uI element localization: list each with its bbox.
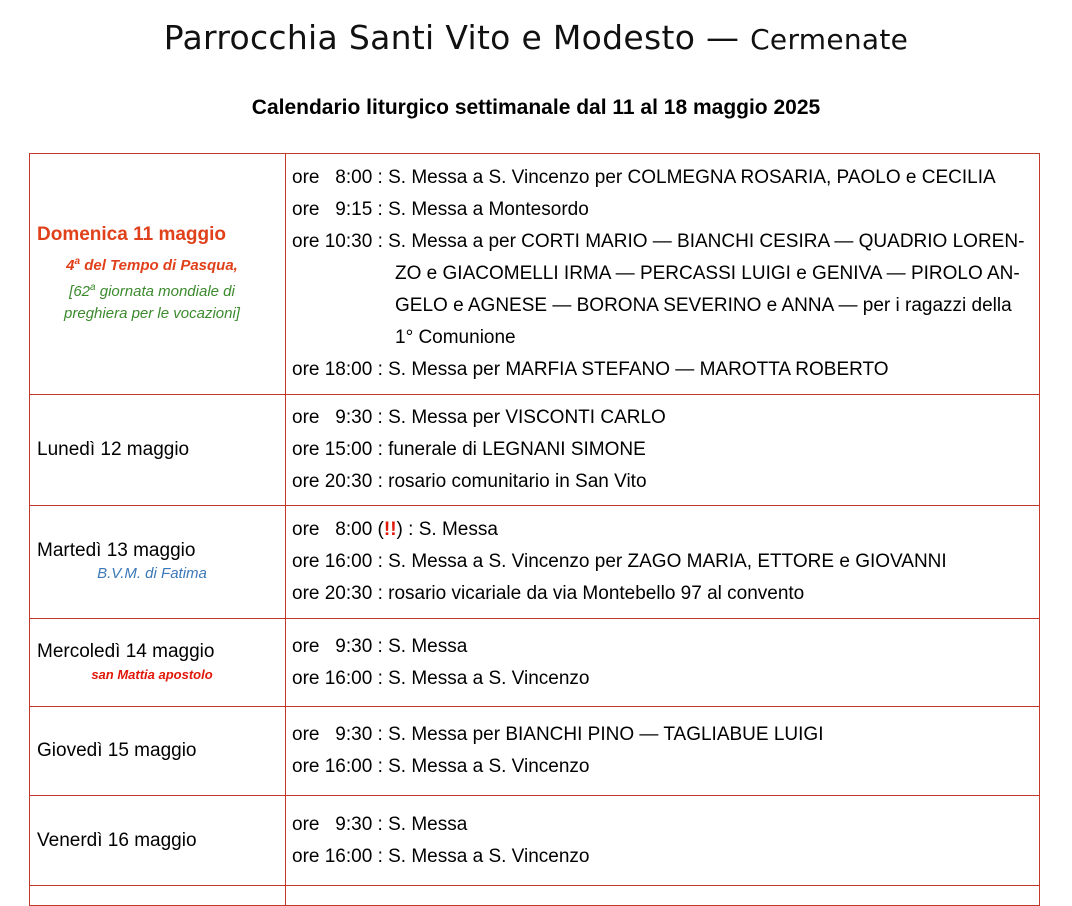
events-cell (286, 707, 1040, 796)
event-text: S. Messa a S. Vincenzo per ZAGO MARIA, ETTORE e GIOVANNI (388, 551, 947, 572)
town-name: Cermenate (750, 23, 909, 56)
event-text: S. Messa (388, 813, 468, 835)
event-time: ore 16:00 : (292, 756, 389, 777)
calendar-subtitle: Calendario liturgico settimanale dal 11 al 18 maggio 2025 (251, 96, 821, 119)
event-line (292, 663, 1033, 695)
liturgical-note: B.V.M. di Fatima (97, 565, 207, 582)
liturgical-note (37, 251, 267, 277)
day-cell (30, 154, 286, 395)
day-name: Domenica 11 maggio (37, 224, 227, 245)
note-text: 4 (66, 257, 75, 274)
page-title (0, 18, 1072, 57)
note-sup: a (90, 282, 96, 293)
event-line (292, 434, 1033, 466)
event-line (292, 466, 1033, 498)
day-row-friday (30, 796, 1040, 886)
event-time: ore 9:30 : (292, 635, 389, 657)
event-time: ore 10:30 : (292, 231, 389, 252)
day-cell (30, 619, 286, 707)
event-line (292, 631, 1033, 663)
note-sup: a (74, 256, 81, 267)
day-row-thursday (30, 707, 1040, 796)
event-time: ore 9:15 : (292, 199, 389, 220)
day-cell (30, 506, 286, 619)
day-row-monday (30, 395, 1040, 506)
day-cell (30, 707, 286, 796)
event-time: ore 9:30 : (292, 724, 389, 745)
event-time: ore 20:30 : (292, 471, 389, 492)
events-cell (286, 506, 1040, 619)
event-line (292, 402, 1033, 434)
event-time: ore 8:00 ( (292, 519, 384, 540)
event-time: ore 16:00 : (292, 667, 389, 689)
event-text: S. Messa per BIANCHI PINO — TAGLIABUE LUIGI (388, 724, 824, 745)
note-text: [62 (69, 283, 91, 300)
event-line (292, 809, 1033, 841)
event-time: ore 15:00 : (292, 439, 389, 460)
event-text: S. Messa per VISCONTI CARLO (388, 407, 666, 428)
event-line (292, 841, 1033, 873)
title-dash: — (695, 18, 751, 57)
event-time: ore 9:30 : (292, 813, 389, 835)
day-name: Martedì 13 maggio (37, 540, 196, 561)
event-text: S. Messa a S. Vincenzo (388, 845, 590, 867)
event-text: rosario comunitario in San Vito (388, 471, 647, 492)
events-cell (286, 619, 1040, 707)
event-line (292, 514, 1033, 546)
event-text: S. Messa a S. Vincenzo per COLMEGNA ROSARIA, PAOLO e CECILIA (388, 167, 996, 188)
event-time: ore 18:00 : (292, 359, 389, 380)
event-line (292, 546, 1033, 578)
event-time: ore 20:30 : (292, 583, 389, 604)
parish-name: Parrocchia Santi Vito e Modesto (163, 18, 696, 57)
event-line (292, 578, 1033, 610)
note-text: giornata mondiale di preghiera per le vocazioni] (64, 283, 240, 322)
event-line (292, 354, 1033, 386)
day-row-wednesday (30, 619, 1040, 707)
event-time: ore 9:30 : (292, 407, 389, 428)
day-row-tuesday (30, 506, 1040, 619)
day-cell (30, 886, 286, 906)
event-text: S. Messa (388, 635, 468, 657)
event-text: funerale di LEGNANI SIMONE (388, 439, 646, 460)
liturgical-note: san Mattia apostolo (91, 666, 213, 682)
event-line (292, 194, 1033, 226)
event-time: ore 16:00 : (292, 551, 389, 572)
event-line (292, 751, 1033, 783)
events-cell (286, 395, 1040, 506)
alert-mark: !! (383, 519, 397, 540)
event-text: S. Messa a per CORTI MARIO — BIANCHI CESIRA — QUADRIO LOREN-ZO e GIACOMELLI IRMA — PERCASSI LUIGI e GENIVA — PIROLO AN-GELO e AGNESE — BORONA SEVERINO e ANNA — per i ragazzi della 1° Comunione (388, 231, 1025, 348)
event-text: S. Messa a S. Vincenzo (388, 756, 590, 777)
event-time: ) : (396, 519, 419, 540)
event-text: S. Messa a S. Vincenzo (388, 667, 590, 689)
day-name: Mercoledì 14 maggio (37, 640, 215, 662)
day-row-partial (30, 886, 1040, 906)
day-row-sunday (30, 154, 1040, 395)
event-line (292, 162, 1033, 194)
event-text: S. Messa per MARFIA STEFANO — MAROTTA ROBERTO (388, 359, 889, 380)
event-text: S. Messa a Montesordo (388, 199, 589, 220)
event-line (292, 719, 1033, 751)
events-cell (286, 154, 1040, 395)
day-name: Lunedì 12 maggio (37, 439, 190, 460)
events-cell (286, 886, 1040, 906)
event-time: ore 16:00 : (292, 845, 389, 867)
day-cell (30, 796, 286, 886)
weekly-calendar-table (29, 153, 1040, 906)
events-cell (286, 796, 1040, 886)
vocation-note (37, 277, 267, 325)
day-cell (30, 395, 286, 506)
day-name: Venerdì 16 maggio (37, 829, 197, 851)
event-time: ore 8:00 : (292, 167, 389, 188)
event-line (292, 226, 1033, 354)
day-name: Giovedì 15 maggio (37, 740, 197, 761)
event-text: rosario vicariale da via Montebello 97 al convento (388, 583, 805, 604)
note-text: del Tempo di Pasqua, (80, 257, 238, 274)
event-text: S. Messa (418, 519, 498, 540)
